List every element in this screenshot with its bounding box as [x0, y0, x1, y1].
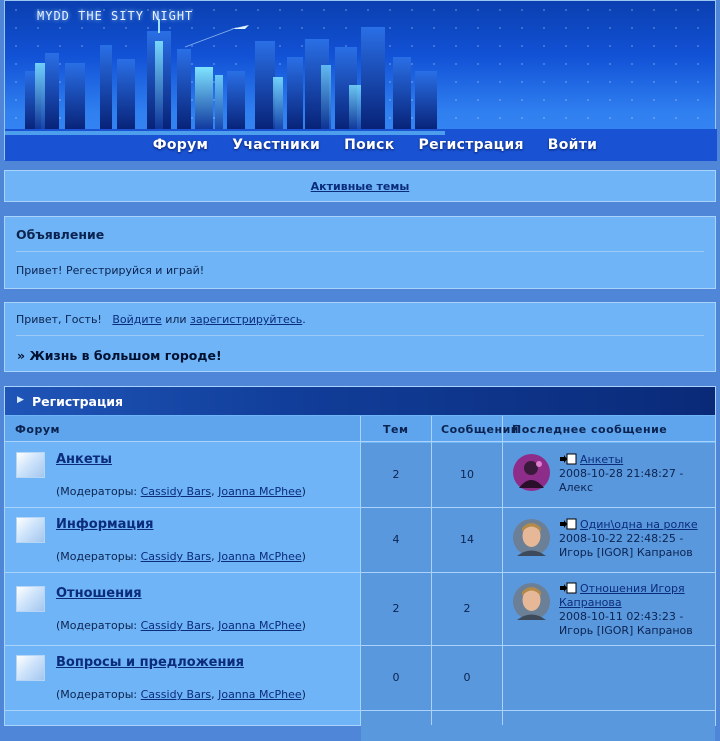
forum-status-icon — [16, 655, 45, 681]
last-post-icon — [559, 519, 577, 529]
last-post-date: 2008-10-28 21:48:27 - — [559, 467, 684, 480]
moderator-link[interactable]: Joanna McPhee — [218, 485, 302, 498]
announcement-box — [4, 216, 716, 289]
topic-count: 2 — [392, 602, 400, 615]
nav-search[interactable]: Поиск — [344, 137, 395, 153]
forum-category-table — [4, 386, 716, 726]
last-post-info — [559, 582, 709, 638]
last-post-link[interactable]: Отношения Игоря Капранова — [559, 582, 685, 609]
category-title: Регистрация — [32, 394, 124, 409]
announcement-title: Объявление — [16, 227, 105, 242]
forum-status-icon — [16, 586, 45, 612]
moderator-link[interactable]: Cassidy Bars — [140, 485, 212, 498]
forum-title-link[interactable]: Отношения — [56, 586, 142, 601]
active-topics-link[interactable]: Активные темы — [310, 180, 410, 193]
register-link[interactable]: зарегистрируйтесь — [190, 313, 303, 326]
welcome-divider — [16, 335, 704, 336]
topic-count: 2 — [392, 468, 400, 481]
board-title — [17, 348, 222, 363]
forum-title-link[interactable]: Анкеты — [56, 452, 112, 467]
greeting-period: . — [302, 313, 306, 326]
last-post-info — [559, 453, 709, 495]
last-post-date: 2008-10-22 22:48:25 - — [559, 532, 684, 545]
avatar[interactable] — [513, 454, 550, 491]
moderator-link[interactable]: Cassidy Bars — [140, 619, 212, 632]
moderator-link[interactable]: Cassidy Bars — [140, 550, 212, 563]
last-post-user: Игорь [IGOR] Капранов — [559, 546, 693, 559]
main-nav — [5, 137, 715, 157]
forum-status-icon — [16, 517, 45, 543]
forum-moderators: (Модераторы: Cassidy Bars, Joanna McPhee) — [56, 688, 306, 701]
moderator-link[interactable]: Joanna McPhee — [218, 688, 302, 701]
avatar[interactable] — [513, 583, 550, 620]
nav-forum[interactable]: Форум — [152, 137, 209, 153]
forum-status-icon — [16, 452, 45, 478]
col-last-post: Последнее сообщение — [512, 423, 668, 436]
last-post-date: 2008-10-11 02:43:23 - — [559, 610, 684, 623]
col-topics: Тем — [383, 423, 409, 436]
greeting-text: Привет, Гость! — [16, 313, 102, 326]
nav-register[interactable]: Регистрация — [418, 137, 524, 153]
category-header[interactable] — [5, 387, 715, 415]
welcome-box — [4, 302, 716, 372]
or-text: или — [165, 313, 187, 326]
nav-members[interactable]: Участники — [232, 137, 321, 153]
announcement-text: Привет! Регестрируйся и играй! — [16, 264, 205, 277]
forum-moderators: (Модераторы: Cassidy Bars, Joanna McPhee) — [56, 619, 306, 632]
last-post-icon — [559, 583, 577, 593]
guest-greeting — [16, 313, 306, 326]
site-header — [4, 0, 716, 160]
active-topics-bar — [4, 170, 716, 202]
moderator-link[interactable]: Cassidy Bars — [140, 688, 212, 701]
post-count: 2 — [463, 602, 471, 615]
board-title-text: Жизнь в большом городе! — [29, 348, 222, 363]
site-logo: MYDD THE SITY NIGHT — [37, 9, 194, 23]
topic-count: 4 — [392, 533, 400, 546]
nav-login[interactable]: Войти — [547, 137, 598, 153]
last-post-user: Игорь [IGOR] Капранов — [559, 624, 693, 637]
last-post-link[interactable]: Один\одна на ролке — [580, 518, 698, 531]
avatar[interactable] — [513, 519, 550, 556]
post-count: 0 — [463, 671, 471, 684]
last-post-info — [559, 518, 709, 560]
forum-moderators: (Модераторы: Cassidy Bars, Joanna McPhee) — [56, 550, 306, 563]
moderator-link[interactable]: Joanna McPhee — [218, 619, 302, 632]
forum-title-link[interactable]: Вопросы и предложения — [56, 655, 244, 670]
last-post-user: Алекс — [559, 481, 594, 494]
last-post-icon — [559, 454, 577, 464]
post-count: 14 — [460, 533, 474, 546]
col-forum: Форум — [15, 423, 61, 436]
post-count: 10 — [460, 468, 474, 481]
announcement-divider — [16, 251, 704, 252]
topic-count: 0 — [392, 671, 400, 684]
moderator-link[interactable]: Joanna McPhee — [218, 550, 302, 563]
board-title-prefix: » — [17, 348, 26, 363]
forum-title-link[interactable]: Информация — [56, 517, 154, 532]
forum-moderators: (Модераторы: Cassidy Bars, Joanna McPhee) — [56, 485, 306, 498]
triangle-right-icon: ▶ — [17, 395, 24, 405]
login-link[interactable]: Войдите — [112, 313, 162, 326]
col-posts: Сообщений — [441, 423, 520, 436]
last-post-link[interactable]: Анкеты — [580, 453, 624, 466]
